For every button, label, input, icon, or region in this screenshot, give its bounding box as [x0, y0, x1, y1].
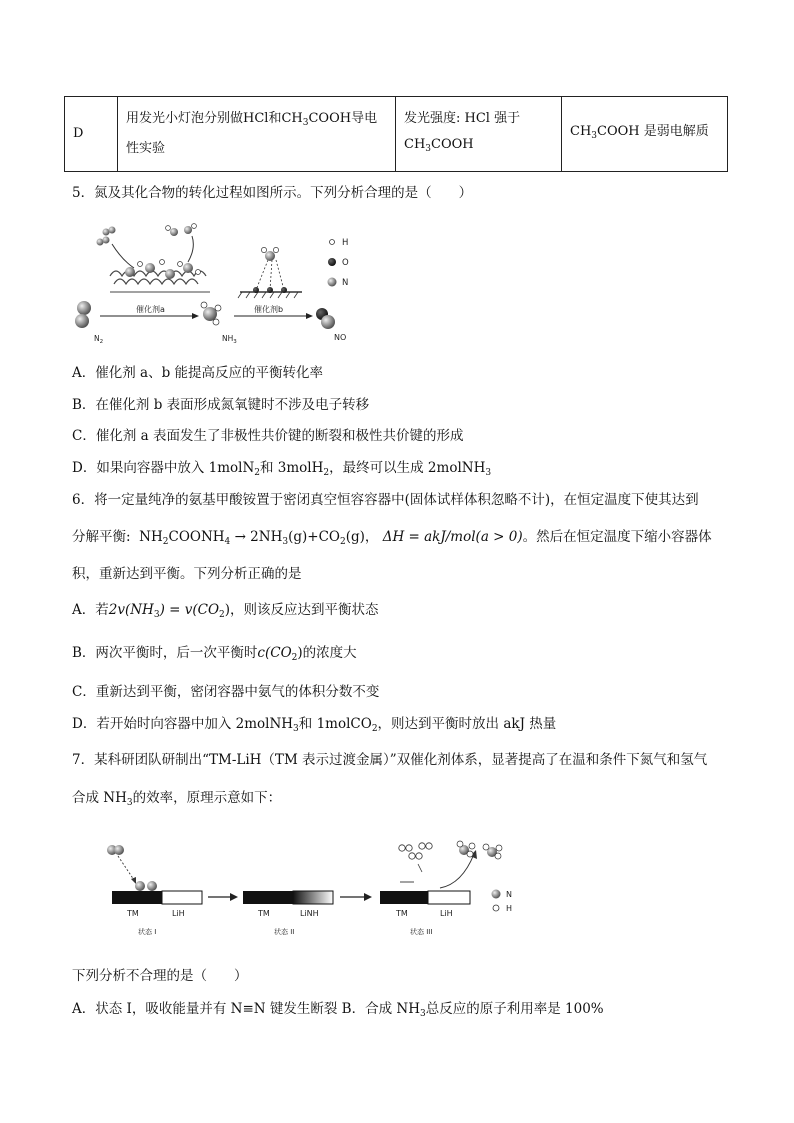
q7-stem-line2: 合成 $NH_3$的效率，原理示意如下：	[72, 790, 282, 808]
table-cell-option: D	[65, 97, 118, 172]
q5-option-b[interactable]: B．在催化剂 b 表面形成氮氧键时不涉及电子转移	[72, 397, 370, 413]
q5-legend	[328, 238, 350, 288]
table-row	[65, 97, 728, 172]
table-cell-phenomenon: 发光强度: HCl 强于 $CH_3COOH$	[396, 97, 562, 172]
svg-text:催化剂a: 催化剂a	[136, 305, 165, 314]
catalyst-a-surface	[110, 260, 210, 293]
q7-options-ab[interactable]: A．状态 I，吸收能量并有 N≡N 键发生断裂 B．合成 $NH_3$总反应的原子利用率是 100%	[72, 1001, 604, 1019]
svg-text:TM: TM	[396, 909, 408, 918]
svg-text:N: N	[342, 278, 349, 288]
svg-text:LiH: LiH	[440, 909, 453, 918]
table-cell-experiment: 用发光小灯泡分别做HCl和$CH_3COOH$导电 性实验	[118, 97, 396, 172]
svg-text:状态 II: 状态 II	[274, 928, 295, 936]
q6-option-a[interactable]: A．若$2v(NH_3) = v(CO_2)$，则该反应达到平衡状态	[72, 602, 379, 620]
q7-stem2: 下列分析不合理的是（ ）	[72, 968, 248, 984]
q6-stem-line1: 6．将一定量纯净的氨基甲酸铵置于密闭真空恒容容器中(固体试样体积忽略不计)，在恒定温度下使其达到	[72, 492, 699, 508]
svg-text:催化剂b: 催化剂b	[254, 305, 284, 314]
q5-option-c[interactable]: C．催化剂 a 表面发生了非极性共价键的断裂和极性共价键的形成	[72, 428, 464, 444]
table-cell-conclusion: $CH_3COOH$ 是弱电解质	[562, 97, 728, 172]
catalyst-b-surface	[238, 247, 302, 298]
svg-text:状态 III: 状态 III	[410, 928, 433, 936]
q7-stem-line1: 7．某科研团队研制出“TM-LiH（TM 表示过渡金属）”双催化剂体系，显著提高了在温和条件下氮气和氢气	[72, 752, 708, 768]
q5-option-d[interactable]: D．如果向容器中放入 1molN$_2$和 3molH$_2$，最终可以生成 2molNH$_3$	[72, 460, 492, 478]
state-2	[243, 891, 333, 936]
svg-text:H: H	[506, 904, 513, 913]
q5-stem: 5．氮及其化合物的转化过程如图所示。下列分析合理的是（ ）	[72, 185, 473, 201]
svg-text:H: H	[342, 238, 349, 248]
q6-stem-line2: 分解平衡: $NH_2COONH_4 \to 2NH_3(g)+CO_2(g)$， ΔH = akJ/mol(a > 0)。然后在恒定温度下缩小容器体	[72, 529, 712, 547]
q6-option-d[interactable]: D．若开始时向容器中加入 2molNH$_3$和 1molCO$_2$，则达到平衡时放出 akJ 热量	[72, 716, 557, 734]
svg-text:状态 I: 状态 I	[138, 928, 157, 936]
state-1	[107, 845, 202, 936]
q5-option-a[interactable]: A．催化剂 a、b 能提高反应的平衡转化率	[72, 365, 324, 381]
svg-text:NH3: $NH_3$	[222, 334, 237, 345]
svg-text:LiH: LiH	[172, 909, 185, 918]
q7-figure	[100, 838, 530, 942]
svg-text:O: O	[342, 258, 349, 268]
svg-text:NO: NO	[334, 333, 347, 342]
svg-text:N2: $N_2$	[94, 334, 104, 345]
q7-legend	[492, 890, 513, 914]
q6-option-c[interactable]: C．重新达到平衡，密闭容器中氨气的体积分数不变	[72, 684, 380, 700]
svg-text:LiNH: LiNH	[300, 909, 319, 918]
q6-stem-line3: 积，重新达到平衡。下列分析正确的是	[72, 566, 302, 582]
option-table	[64, 96, 728, 172]
svg-text:TM: TM	[258, 909, 270, 918]
q6-option-b[interactable]: B．两次平衡时，后一次平衡时$c(CO_2)$的浓度大	[72, 645, 357, 663]
q5-figure	[70, 218, 370, 346]
svg-text:N: N	[506, 890, 512, 899]
svg-text:TM: TM	[127, 909, 139, 918]
state-3	[380, 841, 502, 936]
